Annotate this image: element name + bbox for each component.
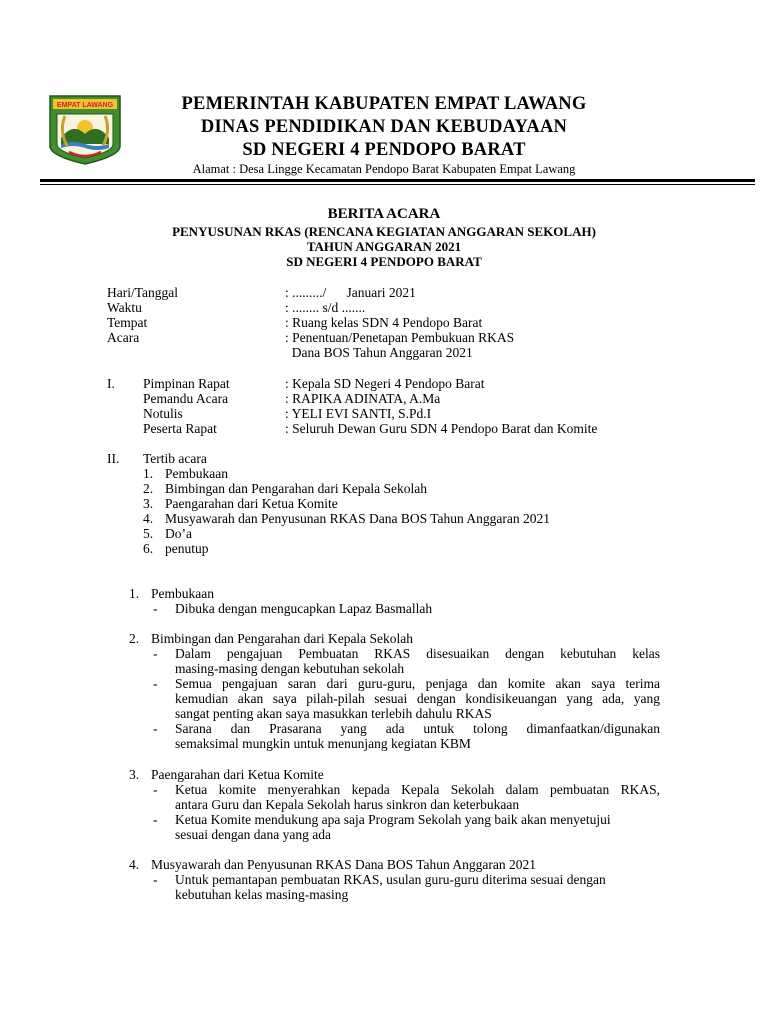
bullet-dash: - (153, 782, 158, 797)
section-1-numeral: I. (107, 376, 115, 391)
agenda-item-num: 1. (143, 466, 154, 481)
bullet-dash: - (153, 721, 158, 736)
document-title: BERITA ACARA (327, 206, 441, 222)
detail-number: 4. (129, 857, 140, 872)
letterhead-address: Alamat : Desa Lingge Kecamatan Pendopo Barat Kabupaten Empat Lawang (192, 162, 576, 176)
detail-bullet-line: Semua pengajuan saran dari guru-guru, penjaga dan komite akan saya terima (175, 676, 660, 691)
detail-bullet-line: Dalam pengajuan Pembuatan RKAS disesuaikan dengan kebutuhan kelas (175, 646, 660, 661)
agenda-item-text: Do’a (165, 526, 192, 541)
detail-bullet-line: Sarana dan Prasarana yang ada untuk tolong dimanfaatkan/digunakan (175, 721, 660, 736)
agenda-item-text: Musyawarah dan Penyusunan RKAS Dana BOS Tahun Anggaran 2021 (165, 511, 551, 526)
detail-number: 2. (129, 631, 140, 646)
detail-bullet-line: Ketua Komite mendukung apa saja Program Sekolah yang baik akan menyetujui (175, 812, 611, 827)
info-label-place: Tempat (107, 315, 148, 330)
agenda-item-num: 3. (143, 496, 154, 511)
detail-heading: Bimbingan dan Pengarahan dari Kepala Sekolah (151, 631, 414, 646)
agenda-item-num: 4. (143, 511, 154, 526)
agenda-item-num: 2. (143, 481, 154, 496)
document-subtitle-2: TAHUN ANGGARAN 2021 (306, 239, 462, 254)
host-value: : RAPIKA ADINATA, A.Ma (285, 391, 441, 406)
bullet-dash: - (153, 812, 158, 827)
bullet-dash: - (153, 601, 158, 616)
agenda-item-text: Pembukaan (165, 466, 228, 481)
meeting-leader-value: : Kepala SD Negeri 4 Pendopo Barat (285, 376, 485, 391)
detail-bullet-line: kemudian akan saya pilah-pilah sesuai dengan kondisikeuangan yang ada, yang (175, 691, 660, 706)
info-value-time: : ........ s/d ....... (285, 300, 366, 315)
info-label-date: Hari/Tanggal (107, 285, 179, 300)
letterhead-government: PEMERINTAH KABUPATEN EMPAT LAWANG (181, 94, 587, 114)
info-label-agenda: Acara (107, 330, 140, 345)
info-value-place: : Ruang kelas SDN 4 Pendopo Barat (285, 315, 483, 330)
info-value-agenda-cont: Dana BOS Tahun Anggaran 2021 (285, 345, 473, 360)
note-taker-value: : YELI EVI SANTI, S.Pd.I (285, 406, 432, 421)
agenda-item-num: 5. (143, 526, 154, 541)
document-subtitle-3: SD NEGERI 4 PENDOPO BARAT (286, 254, 482, 269)
detail-bullet-line: Dibuka dengan mengucapkan Lapaz Basmallah (175, 601, 433, 616)
letterhead-department: DINAS PENDIDIKAN DAN KEBUDAYAAN (200, 117, 568, 137)
detail-number: 3. (129, 767, 140, 782)
bullet-dash: - (153, 646, 158, 661)
host-label: Pemandu Acara (143, 391, 229, 406)
letterhead-school: SD NEGERI 4 PENDOPO BARAT (242, 140, 526, 160)
info-value-date: : ........./ Januari 2021 (285, 285, 416, 300)
detail-heading: Musyawarah dan Penyusunan RKAS Dana BOS Tahun Anggaran 2021 (151, 857, 537, 872)
detail-heading: Pembukaan (151, 586, 214, 601)
detail-heading: Paengarahan dari Ketua Komite (151, 767, 324, 782)
document-subtitle-1: PENYUSUNAN RKAS (RENCANA KEGIATAN ANGGARAN SEKOLAH) (172, 224, 596, 239)
logo-text: EMPAT LAWANG (56, 102, 114, 109)
detail-number: 1. (129, 586, 140, 601)
agenda-item-text: Bimbingan dan Pengarahan dari Kepala Sekolah (165, 481, 428, 496)
detail-bullet-line: Untuk pemantapan pembuatan RKAS, usulan guru-guru diterima sesuai dengan (175, 872, 606, 887)
detail-bullet-line: kebutuhan kelas masing-masing (175, 887, 349, 902)
detail-bullet-line: sangat penting akan saya masukkan terlebih dahulu RKAS (175, 706, 492, 721)
participants-label: Peserta Rapat (143, 421, 217, 436)
meeting-leader-label: Pimpinan Rapat (143, 376, 230, 391)
bullet-dash: - (153, 676, 158, 691)
info-label-time: Waktu (107, 300, 142, 315)
participants-value: : Seluruh Dewan Guru SDN 4 Pendopo Barat dan Komite (285, 421, 598, 436)
detail-bullet-line: antara Guru dan Kepala Sekolah harus sinkron dan keterbukaan (175, 797, 520, 812)
note-taker-label: Notulis (143, 406, 183, 421)
detail-bullet-line: Ketua komite menyerahkan kepada Kepala Sekolah dalam pembuatan RKAS, (175, 782, 660, 797)
detail-bullet-line: sesuai dengan dana yang ada (175, 827, 331, 842)
detail-bullet-line: masing-masing dengan kebutuhan sekolah (175, 661, 405, 676)
section-2-numeral: II. (107, 451, 120, 466)
info-value-agenda: : Penentuan/Penetapan Pembukuan RKAS (285, 330, 515, 345)
agenda-item-num: 6. (143, 541, 154, 556)
letterhead-divider-thin (40, 184, 755, 185)
bullet-dash: - (153, 872, 158, 887)
agenda-item-text: penutup (165, 541, 209, 556)
detail-bullet-line: semaksimal mungkin untuk menunjang kegiatan KBM (175, 736, 471, 751)
letterhead-divider-thick (40, 179, 755, 182)
agenda-item-text: Paengarahan dari Ketua Komite (165, 496, 338, 511)
agenda-heading: Tertib acara (143, 451, 207, 466)
